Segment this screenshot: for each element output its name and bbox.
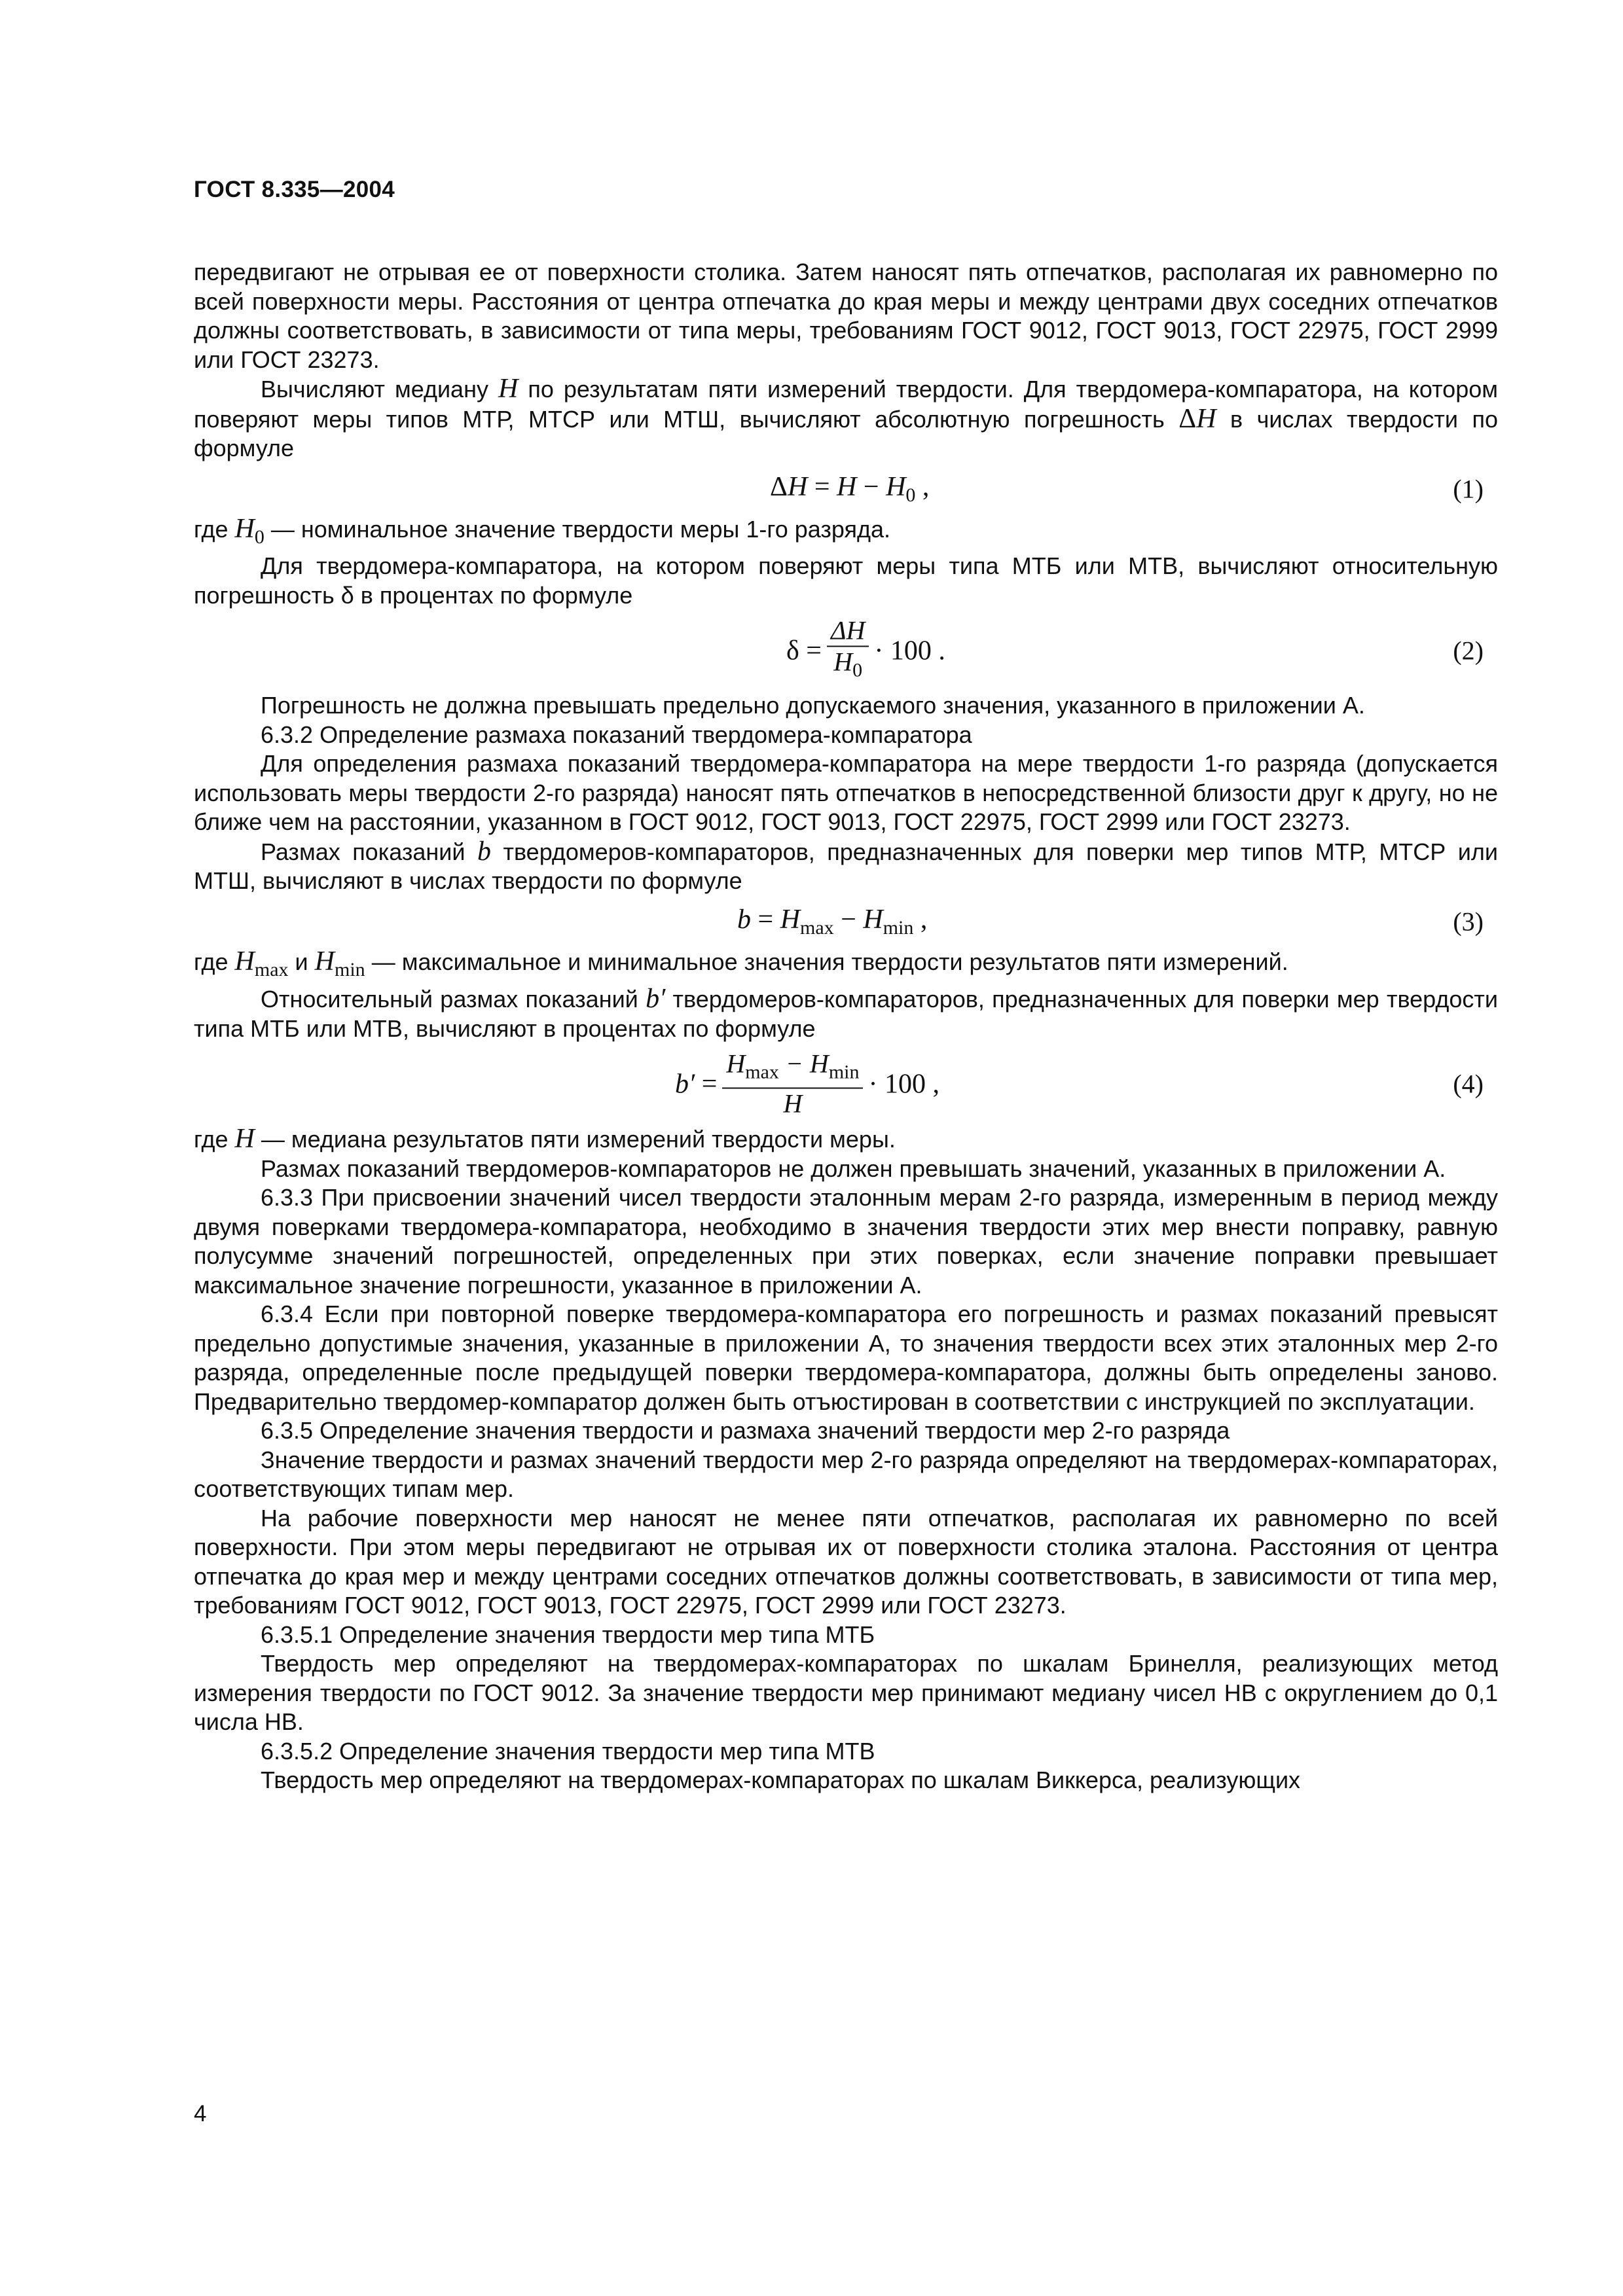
formula-2-number: (2)	[1453, 636, 1484, 666]
paragraph: Для твердомера-компаратора, на котором поверяют меры типа МТБ или МТВ, вычисляют относительную погрешность δ в процентах по формуле	[194, 552, 1498, 609]
symbol-b-prime: b′	[646, 984, 666, 1014]
paragraph: На рабочие поверхности мер наносят не менее пяти отпечатков, располагая их равномерно по всей поверхности. При этом меры передвигают не отрывая их от поверхности столика эталона. Расстояния от центра отпечатка до края мер и между центрами соседних отпечатков должны соответствовать, в зависимости от типа мер, требованиям ГОСТ 9012, ГОСТ 9013, ГОСТ 22975, ГОСТ 2999 или ГОСТ 23273.	[194, 1504, 1498, 1619]
document-page	[194, 177, 1498, 1795]
paragraph: Твердость мер определяют на твердомерах-компараторах по шкалам Виккерса, реализующих	[261, 1767, 1301, 1793]
paragraph: 6.3.3 При присвоении значений чисел твердости эталонным мерам 2-го разряда, измеренным в период между двумя поверками твердомера-компаратора, необходимо в значения твердости этих мер внести поправку, равную полусумме значений погрешностей, определенных при этих поверках, если значение поправки превышает максимальное значение погрешности, указанное в приложении А.	[194, 1184, 1498, 1299]
formula-4-number: (4)	[1453, 1069, 1484, 1099]
formula-1	[194, 463, 1498, 514]
page-number: 4	[194, 2101, 207, 2126]
section-heading: 6.3.2 Определение размаха показаний твердомера-компаратора	[261, 721, 972, 748]
symbol-H: H	[498, 374, 519, 404]
paragraph: Вычисляют медиану H по результатам пяти измерений твердости. Для твердомера-компаратора, на котором поверяют меры типов МТР, МТСР или МТШ, вычисляют абсолютную погрешность ΔH в числах твердости по формуле	[194, 374, 1498, 461]
paragraph: где $H_0$ — номинальное значение твердости меры 1-го разряда.	[194, 513, 891, 548]
paragraph: Значение твердости и размах значений твердости мер 2-го разряда определяют на твердомерах-компараторах, соответствующих типам мер.	[194, 1446, 1498, 1502]
formula-2	[194, 610, 1498, 691]
document-code-header: ГОСТ 8.335—2004	[194, 177, 395, 202]
formula-4	[194, 1043, 1498, 1124]
formula-2-expression: δ = $\frac{\Delta H}{H_0}$ · 100 .	[786, 615, 945, 681]
paragraph: Относительный размах показаний b′ твердомеров-компараторов, предназначенных для поверки мер твердости типа МТБ или МТВ, вычисляют в процентах по формуле	[194, 984, 1499, 1042]
formula-1-number: (1)	[1453, 474, 1484, 503]
formula-3-expression: $b = H_{max} - H_{min}$ ,	[737, 904, 928, 939]
symbol-H0: H	[234, 513, 255, 544]
paragraph: где H — медиана результатов пяти измерений твердости меры.	[194, 1124, 896, 1154]
section-heading: 6.3.5.1 Определение значения твердости мер типа МТБ	[261, 1621, 875, 1648]
symbol-b: b	[477, 836, 491, 867]
paragraph: Размах показаний твердомеров-компараторов не должен превышать значений, указанных в приложении А.	[261, 1155, 1446, 1182]
formula-3	[194, 896, 1498, 947]
paragraph: Погрешность не должна превышать предельно допускаемого значения, указанного в приложении А.	[261, 692, 1365, 719]
symbol-delta-H: ΔH	[1178, 403, 1216, 434]
paragraph: передвигают не отрывая ее от поверхности столика. Затем наносят пять отпечатков, располагая их равномерно по всей поверхности меры. Расстояния от центра отпечатка до края меры и между центрами двух соседних отпечатков должны соответствовать, в зависимости от типа меры, требованиям ГОСТ 9012, ГОСТ 9013, ГОСТ 22975, ГОСТ 2999 или ГОСТ 23273.	[194, 259, 1498, 373]
paragraph: Размах показаний b твердомеров-компараторов, предназначенных для поверки мер типов МТР, МТСР или МТШ, вычисляют в числах твердости по формуле	[194, 836, 1499, 894]
paragraph: Твердость мер определяют на твердомерах-компараторах по шкалам Бринелля, реализующих метод измерения твердости по ГОСТ 9012. За значение твердости мер принимают медиану чисел НВ с округлением до 0,1 числа НВ.	[194, 1650, 1498, 1735]
section-heading: 6.3.5 Определение значения твердости и размаха значений твердости мер 2-го разряда	[261, 1417, 1230, 1444]
formula-4-expression: b′ = $\frac{H_{max} - H_{min}}{H}$ · 100 ,	[675, 1049, 939, 1119]
section-heading: 6.3.5.2 Определение значения твердости мер типа МТВ	[261, 1737, 875, 1765]
paragraph: Для определения размаха показаний твердомера-компаратора на мере твердости 1-го разряда (допускается использовать меры твердости 2-го разряда) наносят пять отпечатков в непосредственной близости друг к другу, но не ближе чем на расстоянии, указанном в ГОСТ 9012, ГОСТ 9013, ГОСТ 22975, ГОСТ 2999 или ГОСТ 23273.	[194, 750, 1498, 835]
formula-1-expression: $\Delta H = H - H_0$ ,	[770, 471, 930, 506]
formula-3-number: (3)	[1453, 906, 1484, 936]
paragraph: где $H_{max}$ и $H_{min}$ — максимальное и минимальное значения твердости результатов пяти измерений.	[194, 946, 1288, 980]
paragraph: 6.3.4 Если при повторной поверке твердомера-компаратора его погрешность и размах показаний превысят предельно допустимые значения, указанные в приложении А, то значения твердости всех этих эталонных мер 2-го разряда, определенные после предыдущей поверки твердомера-компаратора, должны быть определены заново. Предварительно твердомер-компаратор должен быть отъюстирован в соответствии с инструкцией по эксплуатации.	[194, 1300, 1498, 1415]
